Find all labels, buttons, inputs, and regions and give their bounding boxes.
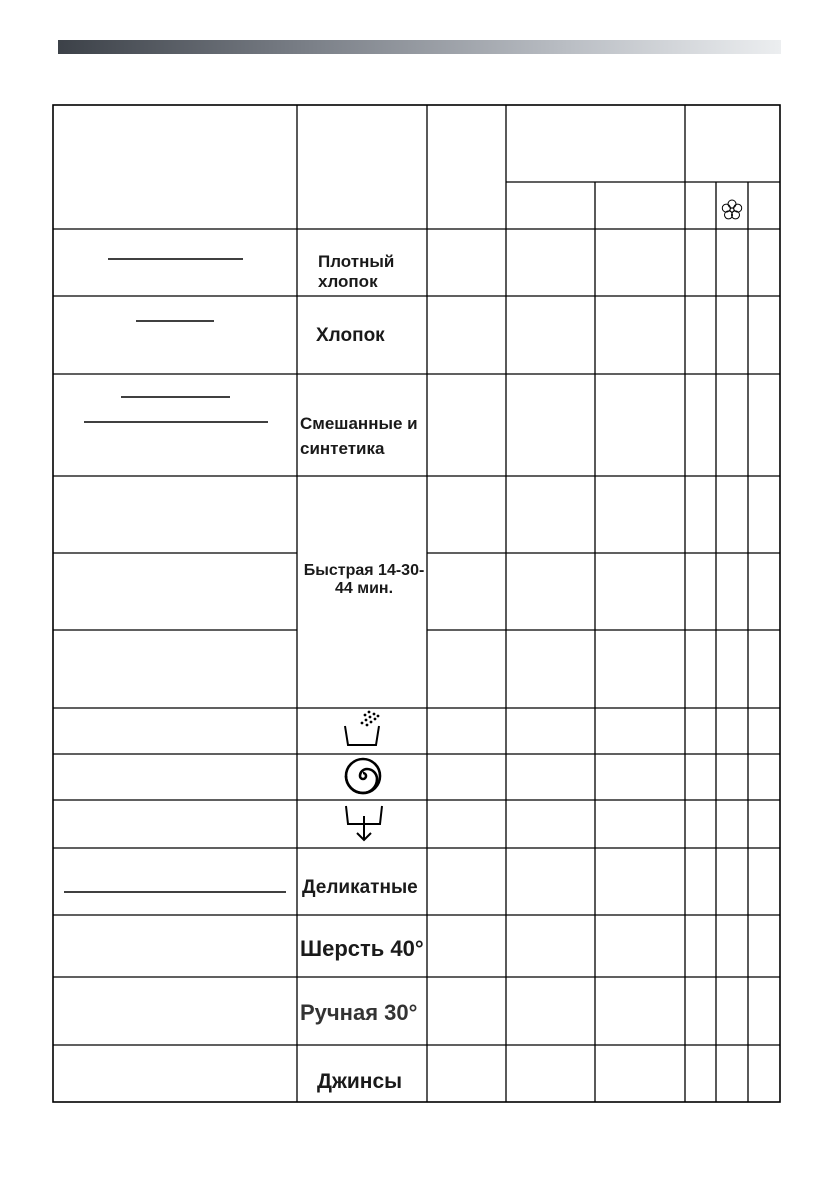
flower-icon <box>722 200 741 219</box>
drain-icon <box>342 802 386 844</box>
program-cotton: Хлопок <box>316 325 385 346</box>
program-wool: Шерсть 40° <box>300 936 424 961</box>
program-quick: Быстрая 14-30-44 мин. <box>303 562 425 598</box>
program-hand-wash: Ручная 30° <box>300 1000 418 1025</box>
rinse-icon <box>340 710 384 750</box>
program-heavy-cotton: Плотный хлопок <box>318 252 395 291</box>
program-delicates: Деликатные <box>302 877 418 898</box>
program-jeans: Джинсы <box>317 1070 403 1093</box>
program-mixed-synthetics: Смешанные и синтетика <box>300 414 418 458</box>
spin-icon <box>343 756 383 796</box>
